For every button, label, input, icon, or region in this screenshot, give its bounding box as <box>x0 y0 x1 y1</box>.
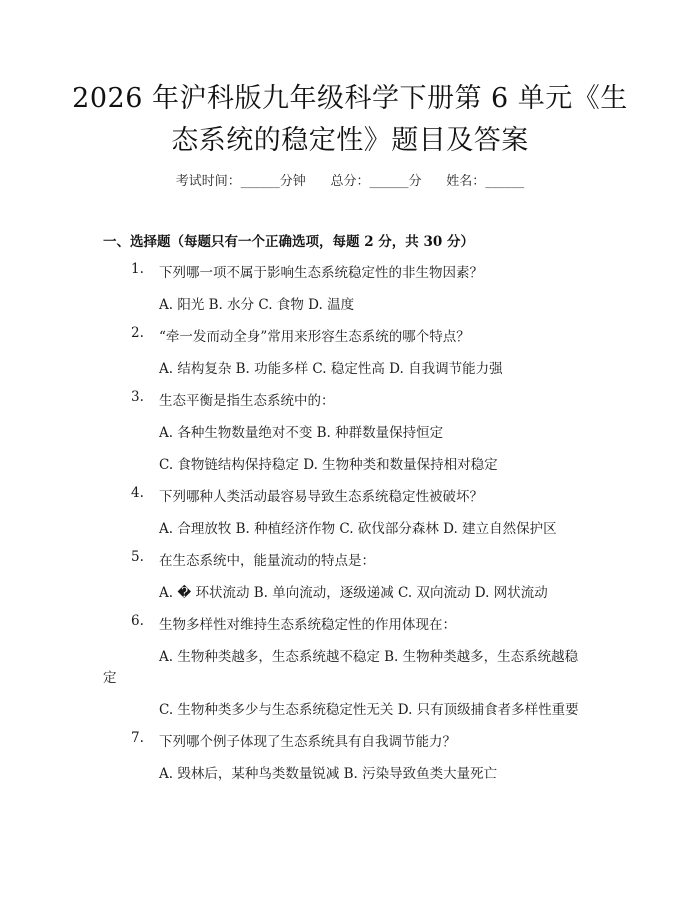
question-options: A. 生物种类越多，生态系统越不稳定 B. 生物种类越多，生态系统越稳 <box>159 649 579 665</box>
question-number: 7. <box>131 730 144 746</box>
question-number: 4. <box>131 485 144 501</box>
title-line-2: 态系统的稳定性》题目及答案 <box>171 125 529 156</box>
question-options: A. � 环状流动 B. 单向流动，逐级递减 C. 双向流动 D. 网状流动 <box>159 585 548 601</box>
question-number: 6. <box>131 613 144 629</box>
question-options: A. 各种生物数量绝对不变 B. 种群数量保持恒定 <box>159 425 444 441</box>
question-text: “牵一发而动全身”常用来形容生态系统的哪个特点？ <box>159 329 470 345</box>
question-text: 在生态系统中，能量流动的特点是： <box>159 553 375 569</box>
question-number: 5. <box>131 549 144 565</box>
question-number: 2. <box>131 325 144 341</box>
question-options: A. 毁林后，某种鸟类数量锐减 B. 污染导致鱼类大量死亡 <box>159 766 498 782</box>
question-text: 生物多样性对维持生态系统稳定性的作用体现在： <box>159 617 456 633</box>
question-text: 下列哪个例子体现了生态系统具有自我调节能力？ <box>159 734 456 750</box>
question-options: A. 合理放牧 B. 种植经济作物 C. 砍伐部分森林 D. 建立自然保护区 <box>159 521 557 537</box>
exam-meta: 考试时间：______分钟 总分：______分 姓名：______ <box>175 174 525 189</box>
question-number: 3. <box>131 389 144 405</box>
question-text: 生态平衡是指生态系统中的： <box>159 393 335 409</box>
question-options: C. 食物链结构保持稳定 D. 生物种类和数量保持相对稳定 <box>159 457 498 473</box>
section-heading: 一、选择题（每题只有一个正确选项，每题 2 分，共 30 分） <box>103 234 474 250</box>
question-options: A. 结构复杂 B. 功能多样 C. 稳定性高 D. 自我调节能力强 <box>159 361 503 377</box>
question-text: 下列哪种人类活动最容易导致生态系统稳定性被破坏？ <box>159 489 483 505</box>
question-number: 1. <box>131 261 144 277</box>
question-options: C. 生物种类多少与生态系统稳定性无关 D. 只有顶级捕食者多样性重要 <box>159 702 579 718</box>
document-title <box>70 78 630 162</box>
question-options: A. 阳光 B. 水分 C. 食物 D. 温度 <box>159 297 355 313</box>
title-line-1: 2026 年沪科版九年级科学下册第 6 单元《生 <box>72 83 628 114</box>
question-text: 下列哪一项不属于影响生态系统稳定性的非生物因素？ <box>159 265 483 281</box>
option-wrap: 定 <box>103 670 117 686</box>
